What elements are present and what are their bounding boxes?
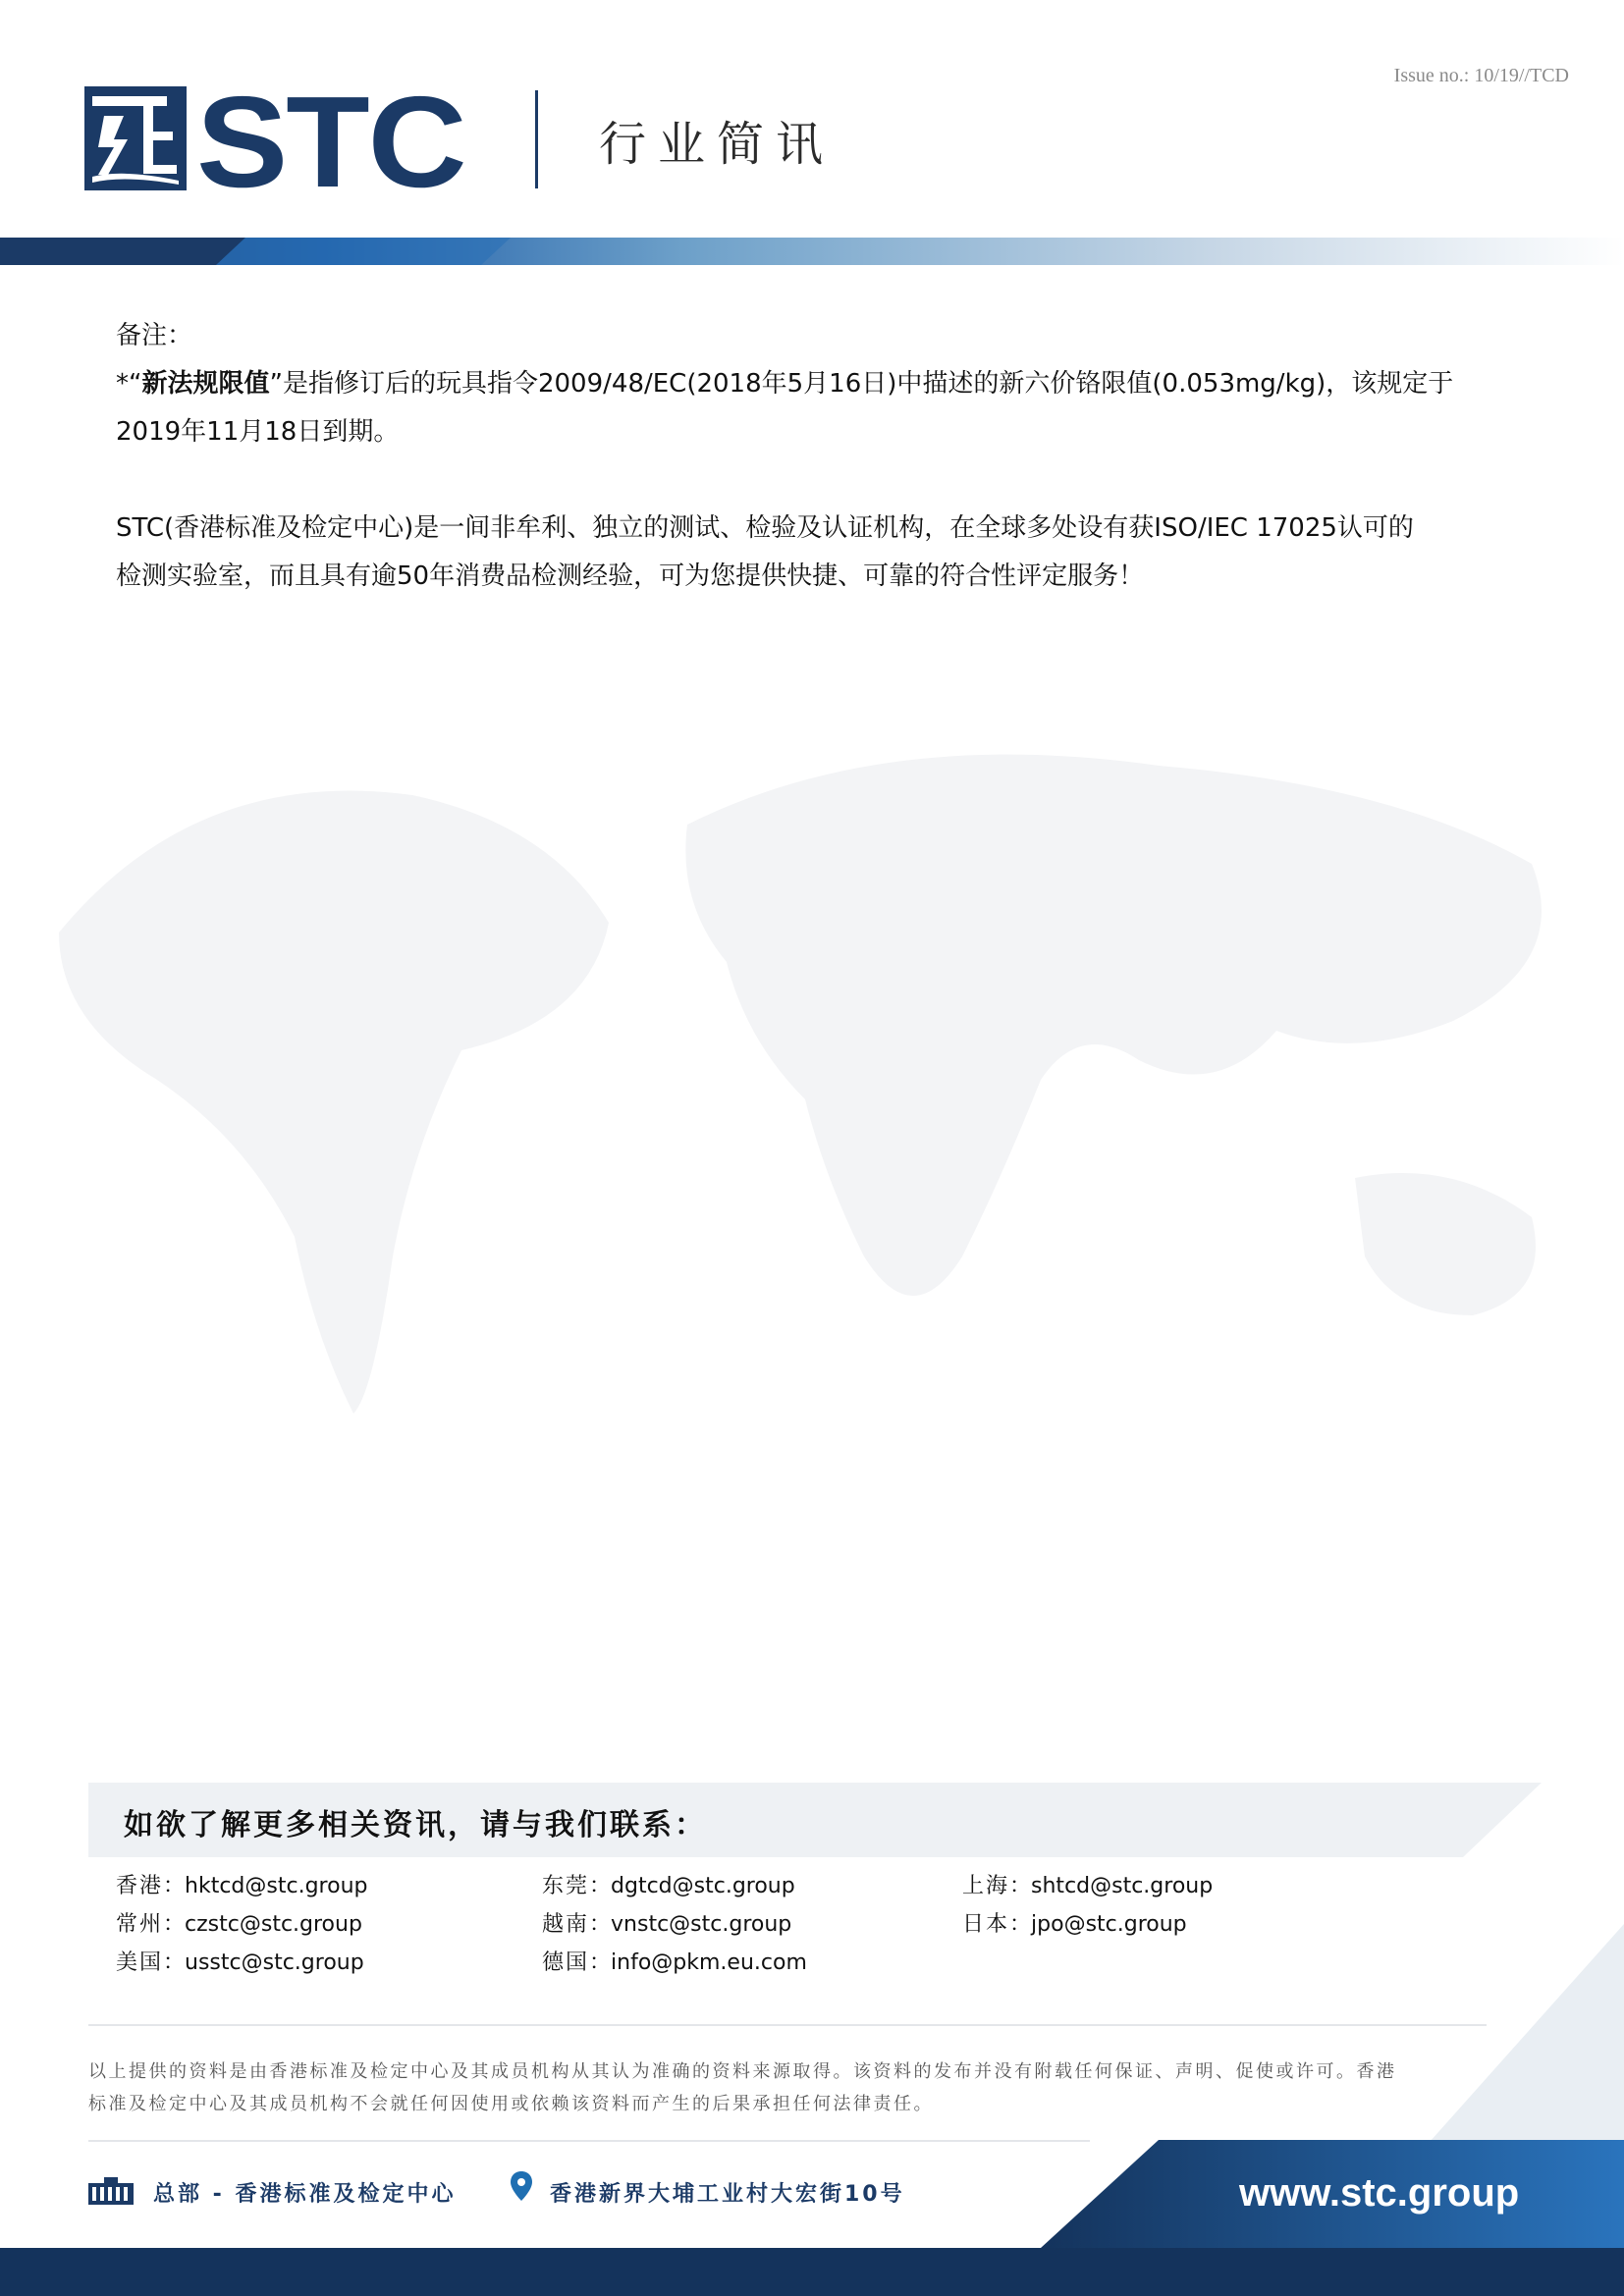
contact-email[interactable]: hktcd@stc.group bbox=[185, 1874, 368, 1898]
contact-city: 香港 bbox=[116, 1874, 164, 1898]
body-text bbox=[116, 312, 1520, 601]
disclaimer-line: 以上提供的资料是由香港标准及检定中心及其成员机构从其认为准确的资料来源取得。该资料的发布并没有附载任何保证、声明、促使或许可。香港 bbox=[88, 2061, 1397, 2082]
building-icon bbox=[86, 2175, 135, 2207]
contact-item-jp bbox=[962, 1907, 1187, 1938]
contact-sep: ： bbox=[163, 1912, 186, 1937]
corner-decoration bbox=[1414, 1924, 1624, 2160]
contact-sep: ： bbox=[1009, 1874, 1032, 1898]
divider bbox=[88, 2024, 1487, 2026]
contact-sep: ： bbox=[163, 1874, 186, 1898]
address: 香港新界大埔工业村大宏街10号 bbox=[550, 2182, 905, 2207]
contact-sep: ： bbox=[163, 1950, 186, 1975]
contact-sep: ： bbox=[589, 1912, 612, 1937]
contact-sep: ： bbox=[589, 1874, 612, 1898]
contact-item-cz bbox=[116, 1907, 362, 1938]
footer-graphic bbox=[0, 2140, 1624, 2296]
about-paragraph-cont: 检测实验室，而且具有逾50年消费品检测经验，可为您提供快捷、可靠的符合性评定服务！ bbox=[116, 561, 1145, 591]
header-gradient-band bbox=[0, 238, 1624, 265]
contact-item-dg bbox=[542, 1869, 795, 1899]
contact-item-vn bbox=[542, 1907, 791, 1938]
contact-title: 如欲了解更多相关资讯，请与我们联系： bbox=[124, 1808, 707, 1842]
contact-city: 德国 bbox=[542, 1950, 590, 1975]
contact-city: 越南 bbox=[542, 1912, 590, 1937]
disclaimer bbox=[88, 2056, 1473, 2120]
contact-city: 日本 bbox=[962, 1912, 1010, 1937]
stc-logo-text: STC bbox=[196, 70, 465, 214]
contact-email[interactable]: info@pkm.eu.com bbox=[611, 1950, 807, 1975]
about-paragraph: STC(香港标准及检定中心)是一间非牟利、独立的测试、检验及认证机构，在全球多处设有获ISO/IEC 17025认可的 bbox=[116, 513, 1414, 543]
contact-city: 上海 bbox=[962, 1874, 1010, 1898]
page-title: 行业简讯 bbox=[599, 117, 836, 172]
contact-city: 东莞 bbox=[542, 1874, 590, 1898]
disclaimer-line: 标准及检定中心及其成员机构不会就任何因使用或依赖该资料而产生的后果承担任何法律责任。 bbox=[88, 2094, 934, 2114]
contact-item-sh bbox=[962, 1869, 1213, 1899]
contact-email[interactable]: shtcd@stc.group bbox=[1031, 1874, 1214, 1898]
contact-sep: ： bbox=[589, 1950, 612, 1975]
stc-logo-icon bbox=[84, 86, 187, 190]
note-prefix: *“ bbox=[116, 369, 142, 399]
header-divider bbox=[535, 90, 538, 188]
contact-item-hk bbox=[116, 1869, 367, 1899]
contact-email[interactable]: czstc@stc.group bbox=[185, 1912, 362, 1937]
note-paragraph-cont: 2019年11月18日到期。 bbox=[116, 417, 400, 447]
note-paragraph bbox=[116, 360, 1520, 408]
issue-number: Issue no.: 10/19//TCD bbox=[1393, 65, 1569, 86]
headquarters-label: 总部 - 香港标准及检定中心 bbox=[153, 2182, 457, 2207]
contact-email[interactable]: usstc@stc.group bbox=[185, 1950, 364, 1975]
contact-city: 美国 bbox=[116, 1950, 164, 1975]
website-link[interactable]: www.stc.group bbox=[1239, 2171, 1520, 2215]
contact-item-de bbox=[542, 1946, 807, 1976]
contact-email[interactable]: dgtcd@stc.group bbox=[611, 1874, 795, 1898]
note-label: 备注： bbox=[116, 321, 193, 350]
world-map-watermark bbox=[0, 707, 1624, 1453]
contact-email[interactable]: vnstc@stc.group bbox=[611, 1912, 792, 1937]
note-text: ”是指修订后的玩具指令2009/48/EC(2018年5月16日)中描述的新六价铬限值(0.053mg/kg)，该规定于 bbox=[269, 369, 1454, 399]
note-term: 新法规限值 bbox=[141, 369, 270, 399]
contact-item-us bbox=[116, 1946, 364, 1976]
contact-email[interactable]: jpo@stc.group bbox=[1031, 1912, 1187, 1937]
location-pin-icon bbox=[511, 2171, 532, 2201]
contact-sep: ： bbox=[1009, 1912, 1032, 1937]
contact-city: 常州 bbox=[116, 1912, 164, 1937]
